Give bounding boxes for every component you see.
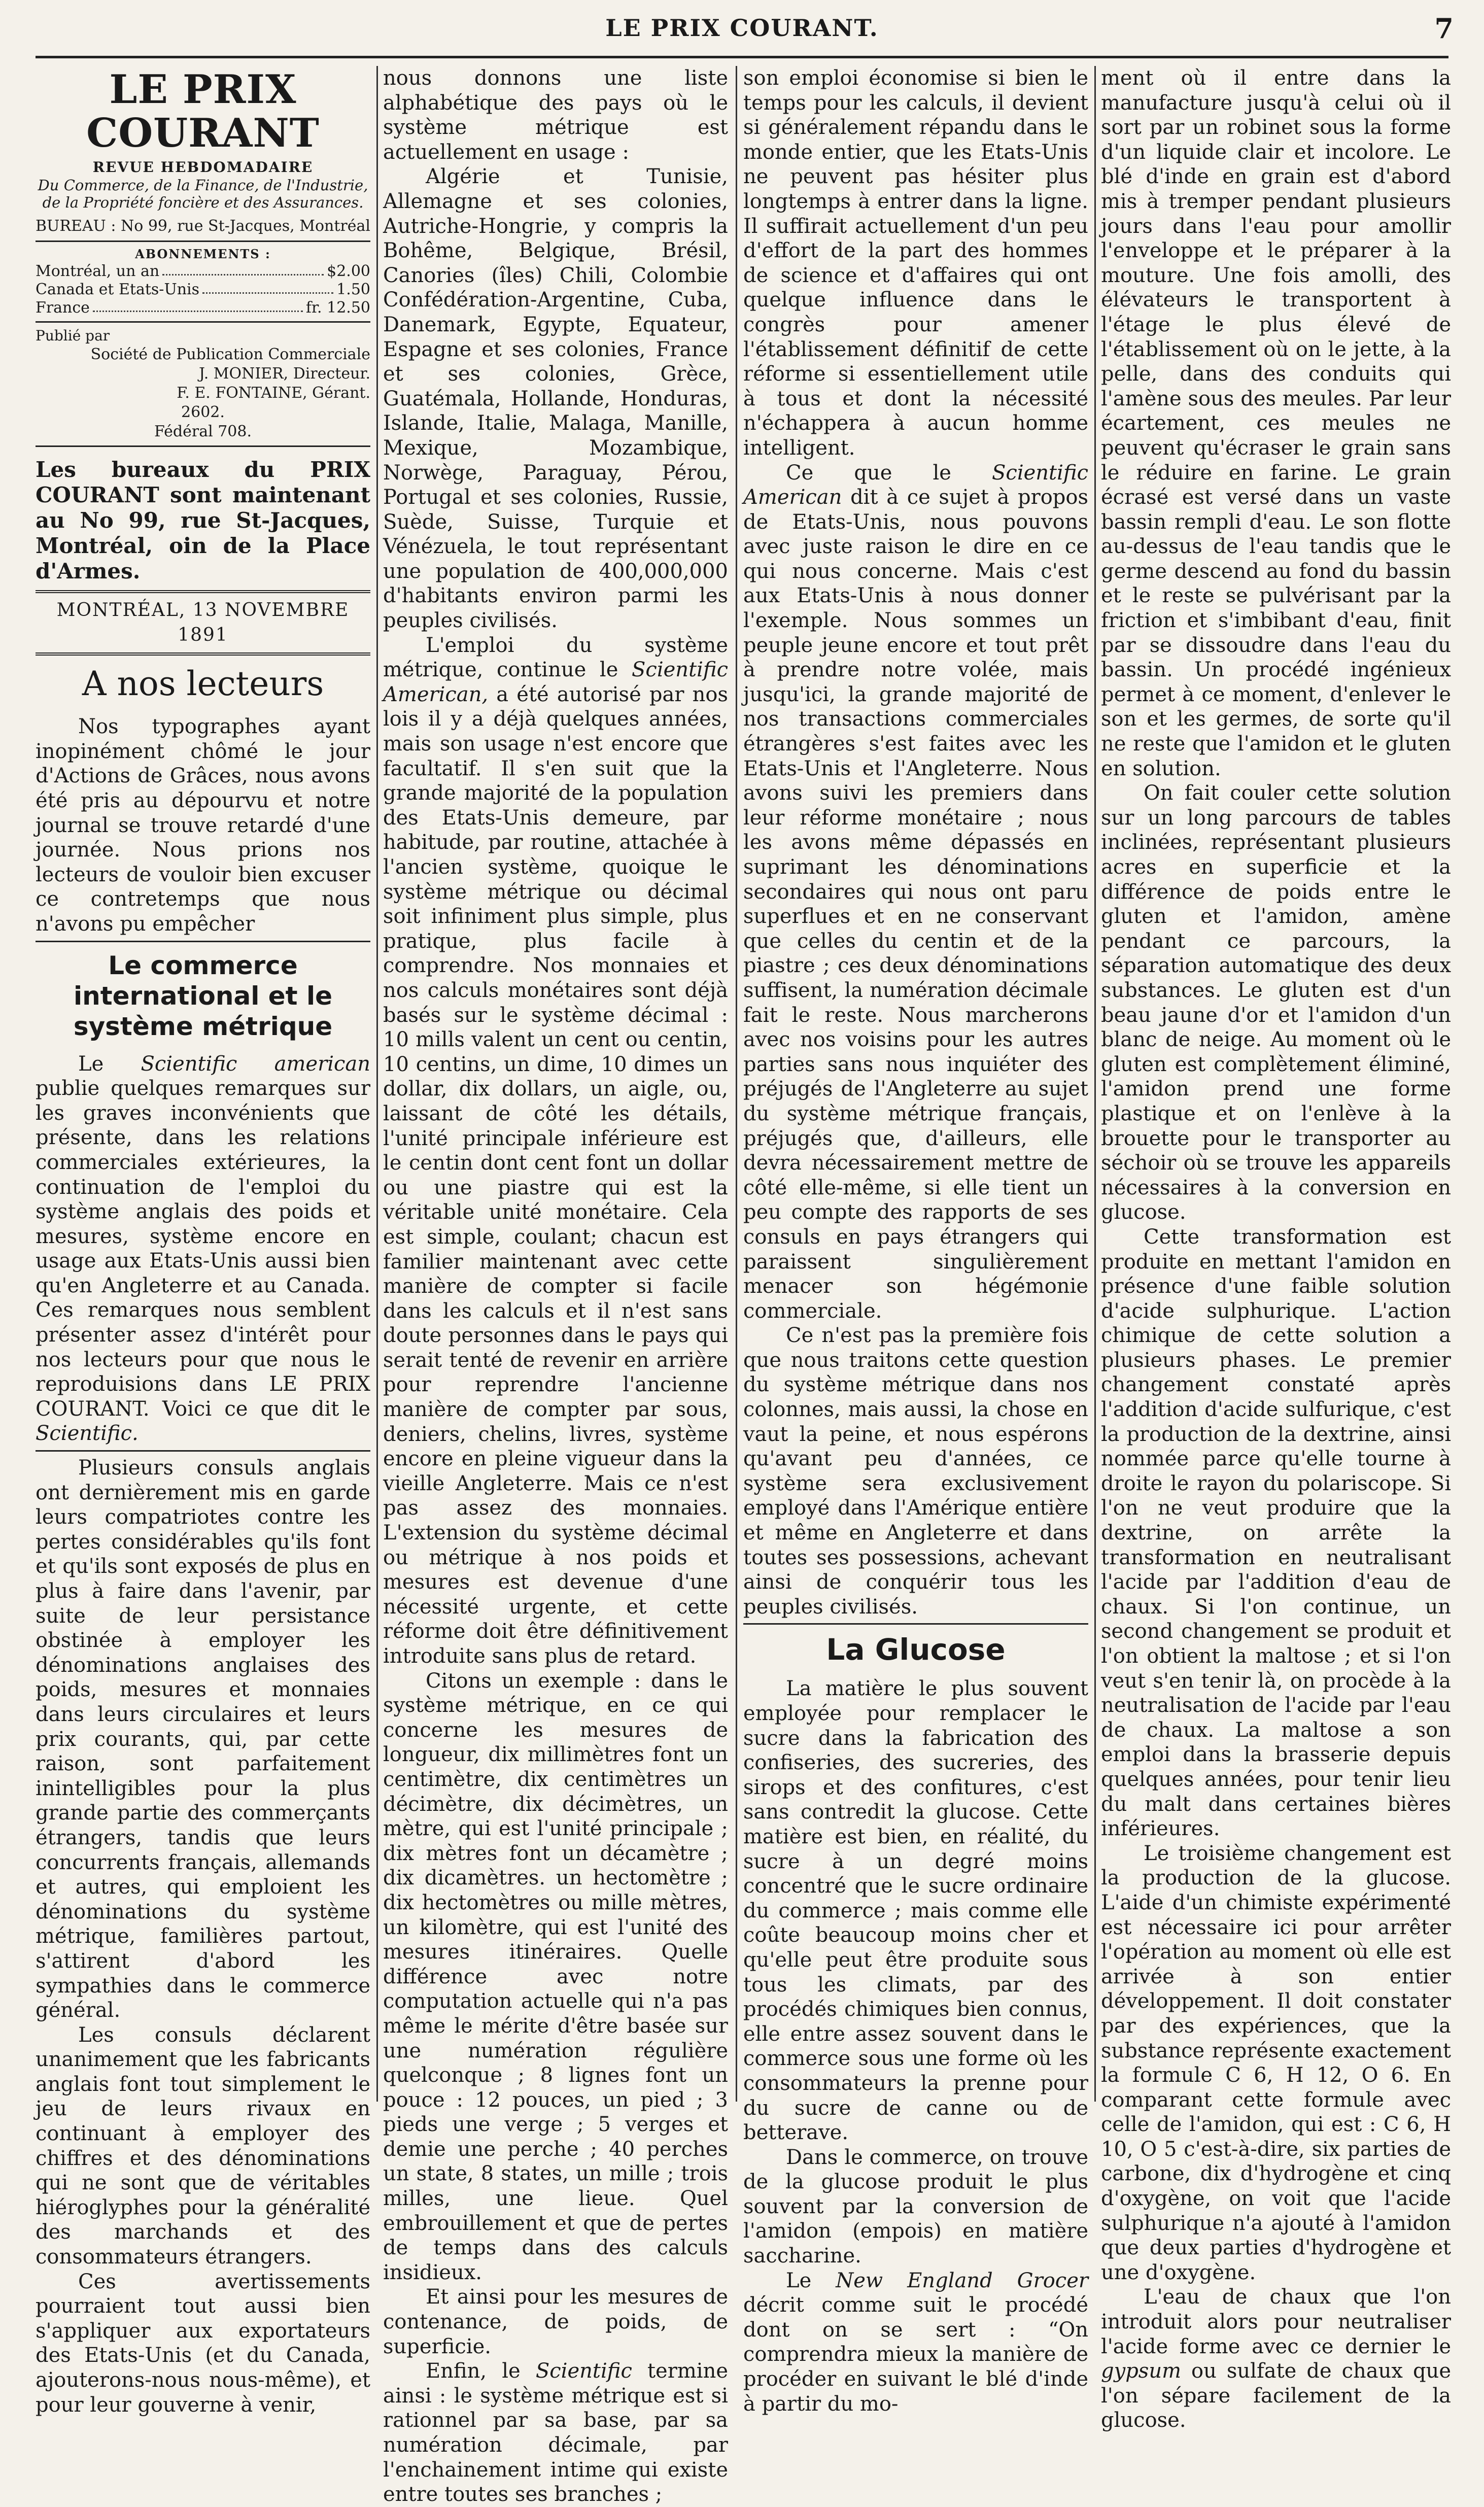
dateline: MONTRÉAL, 13 NOVEMBRE 1891: [56, 600, 350, 645]
article-paragraph: Le New England Grocer décrit comme suit le procédé dont on se sert : “On comprendra mieux la manière de procéder en suivant le blé d'inde à partir du mo-: [743, 2269, 1089, 2416]
header-rule: [36, 56, 1448, 58]
divider: [36, 652, 370, 656]
masthead-tagline: Du Commerce, de la Finance, de l'Industrie,: [38, 177, 368, 194]
article-paragraph: Ce que le Scientific American dit à ce sujet à propos de Etats-Unis, nous pouvons avec juste raison le dire en ce qui nous concerne. Mais c'est aux Etats-Unis à nous donner l'exemple. Nous sommes un peuple jeune encore et tout prêt à prendre notre volée, mais jusqu'ici, la grande majorité de nos transactions commerciales étrangères s'est faites avec les Etats-Unis et l'Angleterre. Nous avons suivi les premiers dans leur réforme monétaire ; nous les avons même dépassés en suprimant les dénominations secondaires qui nous ont paru superflues et en ne conservant que celles du centin et de la piastre ; ces deux dénominations suffisent, la numération décimale fait le reste. Nous marcherons avec nos voisins pour les autres parties sans nous inquiéter des préjugés de l'Angleterre au sujet du système métrique français, préjugés que, d'ailleurs, elle devra nécessairement mettre de côté elle-même, si elle tient un peu compte des rapports de ses consuls en pays étrangers qui paraissent singulièrement menacer son hégémonie commerciale.: [743, 461, 1089, 1323]
article-paragraph: ment où il entre dans la manufacture jusqu'à celui où il sort par un robinet sous la forme d'un liquide clair et incolore. Le blé d'inde en grain est d'abord mis à tremper pendant plusieurs jours dans l'eau pour amollir l'enveloppe et le préparer à la mouture. Une fois amolli, des élévateurs le transportent à l'étage le plus élevé de l'établissement où on le jette, à la pelle, dans des conduits qui l'amène sous des meules. Par leur écartement, ces meules ne peuvent qu'écraser le grain sans le réduire en farine. Le grain écrasé est versé dans un vaste bassin rempli d'eau. Le son flotte au-dessus de l'eau tandis que le germe descend au fond du bassin et le reste se pulvérisant par la friction et s'imbibant d'eau, finit par se dissoudre dans l'eau du bassin. Un procédé ingénieux permet à ce moment, d'enlever le son et les germes, de sorte qu'il ne reste que l'amidon et le gluten en solution.: [1101, 66, 1451, 780]
article-title: A nos lecteurs: [82, 664, 324, 704]
running-head: LE PRIX COURANT.: [605, 14, 879, 42]
divider: [743, 1623, 1088, 1625]
article-title: La Glucose: [826, 1632, 1006, 1667]
director: J. MONIER, Directeur.: [199, 365, 370, 383]
column-rule: [1094, 66, 1096, 2102]
column-1: [36, 66, 370, 2417]
column-3: [743, 66, 1089, 2416]
subscription-place: Canada et Etats-Unis: [36, 281, 200, 298]
subscriptions-heading: ABONNEMENTS :: [135, 247, 271, 261]
article-paragraph: Ces avertissements pourraient tout aussi bien s'appliquer aux exportateurs des Etats-Unis (et du Canada, ajouterons-nous nous-même), et pour leur gouverne à venir,: [36, 2270, 370, 2417]
manager: F. E. FONTAINE, Gérant.: [177, 384, 370, 402]
divider: [36, 241, 370, 242]
article-paragraph: Dans le commerce, on trouve de la glucose produit le plus souvent par la conversion de l'amidon (empois) en matière saccharine.: [743, 2145, 1088, 2268]
article-paragraph: L'emploi du système métrique, continue le Scientific American, a été autorisé par nos lois il y a déjà quelques années, mais son usage n'est encore que facultatif. Il s'en suit que la grande majorité de la population des Etats-Unis demeure, par habitude, par routine, attachée à l'ancien système, quoique le système métrique ou décimal soit infiniment plus simple, plus pratique, plus facile à comprendre. Nos monnaies et nos calculs monétaires sont déjà basés sur le système décimal : 10 mills valent un cent ou centin, 10 centins, un dime, 10 dimes un dollar, dix dollars, un aigle, ou, laissant de côté les détails, l'unité principale inférieure est le centin dont cent font un dollar ou une piastre qui est la véritable unité monétaire. Cela est simple, coulant; chacun est familier maintenant avec cette manière de compter si facile dans les calculs et il n'est sans doute personnes dans le pays qui serait tenté de revenir en arrière pour reprendre l'ancienne manière de compter par sous, deniers, chelins, livres, système encore en pleine vigueur dans la vieille Angleterre. Mais ce n'est pas assez des monnaies. L'extension du système décimal ou métrique à nos poids et mesures est devenue d'une nécessité urgente, et cette réforme doit être définitivement introduite sans plus de retard.: [383, 633, 729, 1668]
subscription-row: [36, 281, 370, 299]
subscription-row: [36, 262, 370, 281]
article-paragraph: Ce n'est pas la première fois que nous traitons cette question du système métrique dans nos colonnes, mais aussi, la chose en vaut la peine, et nous espérons qu'avant peu d'années, ce système sera exclusivement employé dans l'Amérique entière et même en Angleterre et dans toutes ses possessions, achevant ainsi de conquérir tous les peuples civilisés.: [743, 1324, 1088, 1619]
office-notice: Les bureaux du PRIX COURANT sont maintenant au No 99, rue St-Jacques, Montréal, oin de la Place d'Armes.: [36, 457, 370, 583]
subscription-price: fr. 12.50: [305, 299, 370, 317]
column-rule: [736, 66, 737, 2102]
publisher: Société de Publication Commerciale: [90, 346, 370, 363]
article-paragraph: La matière le plus souvent employée pour remplacer le sucre dans la fabrication des confiseries, des sucreries, des sirops et des confitures, c'est sans contredit la glucose. Cette matière est bien, en réalité, du sucre à un degré moins concentré que le sucre ordinaire du commerce ; mais comme elle coûte beaucoup moins cher et qu'elle peut être produite sous tous les climats, par des procédés chimiques bien connus, elle entre assez souvent dans le commerce sous une forme où les consommateurs la prenne pour du sucre de canne ou de betterave.: [743, 1677, 1088, 2145]
divider: [36, 321, 370, 323]
article-paragraph: Enfin, le Scientific termine ainsi : le système métrique est si rationnel par sa base, par sa numération décimale, par l'enchainement intime qui existe entre toutes ses branches ;: [383, 2359, 729, 2506]
article-paragraph: Et ainsi pour les mesures de contenance, de poids, de superficie.: [383, 2285, 728, 2358]
masthead-tagline: de la Propriété foncière et des Assurances.: [42, 194, 364, 211]
subscription-price: 1.50: [336, 281, 370, 298]
subscription-place: Montréal, un an: [36, 262, 160, 280]
article-paragraph: Plusieurs consuls anglais ont dernièrement mis en garde leurs compatriotes contre les pertes considérables qu'ils font et qu'ils sont exposés de plus en plus à faire dans l'avenir, par suite de leur persistance obstinée à employer les dénominations anglaises des poids, mesures et monnaies dans leurs circulaires et leurs prix courants, qui, par cette raison, sont parfaitement inintelligibles pour la plus grande partie des commerçants étrangers, tandis que leurs concurrents français, allemands et autres, qui emploient les dénominations du système métrique, familières partout, s'attirent d'abord les sympathies dans le commerce général.: [36, 1456, 370, 2022]
published-by: Publié par: [36, 327, 110, 344]
article-paragraph: Les consuls déclarent unanimement que les fabricants anglais font tout simplement le jeu de leurs rivaux en continuant à employer des chiffres et des dénominations qui ne sont que de véritables hiéroglyphes pour la généralité des marchands et des consommateurs étrangers.: [36, 2023, 370, 2269]
article-paragraph: nous donnons une liste alphabétique des pays où le système métrique est actuellement en usage :: [383, 66, 728, 164]
article-paragraph: Cette transformation est produite en mettant l'amidon en présence d'une faible solution d'acide sulphurique. L'action chimique de cette solution a plusieurs phases. Le premier changement constaté après l'addition d'acide sulfurique, c'est la production de la dextrine, ainsi nommée parce qu'elle tourne à droite le rayon du polariscope. Si l'on ne veut produire que la dextrine, on arrête la transformation en neutralisant l'acide par l'addition d'eau de chaux. Si l'on continue, un second changement se produit et l'on obtient la maltose ; et si l'on veut s'en tenir là, on procède à la neutralisation de l'acide par l'eau de chaux. La maltose a son emploi dans la brasserie depuis quelques années, pour tenir lieu du malt dans certaines bières inférieures.: [1101, 1225, 1451, 1841]
article-paragraph: Citons un exemple : dans le système métrique, en ce qui concerne les mesures de longueur, dix millimètres font un centimètre, dix centimètres un décimètre, dix décimètres, un mètre, qui est l'unité principale ; dix mètres font un décamètre ; dix dicamètres. un hectomètre ; dix hectomètres ou mille mètres, un kilomètre, qui est l'unité des mesures itinéraires. Quelle différence avec notre computation actuelle qui n'a pas même le mérite d'être basée sur une numération régulière quelconque ; 8 lignes font un pouce : 12 pouces, un pied ; 3 pieds une verge ; 5 verges et demie une perche ; 40 perches un state, 8 states, un mille ; trois milles, une lieue. Quel embrouillement et que de pertes de temps dans des calculs insidieux.: [383, 1669, 728, 2284]
masthead-office: BUREAU : No 99, rue St-Jacques, Montréal: [36, 217, 370, 235]
phone-number: Fédéral 708.: [154, 423, 252, 440]
article-paragraph: son emploi économise si bien le temps pour les calculs, il devient si généralement répandu dans le monde entier, que les Etats-Unis ne peuvent pas hésiter plus longtemps à entrer dans la ligne. Il suffirait actuellement d'un peu d'effort de la part des hommes de science et d'affaires qui ont quelque influence dans le congrès pour amener l'établissement définitif de cette réforme si essentiellement utile à tous et dont la nécessité n'échappera à aucun homme intelligent.: [743, 66, 1088, 460]
article-title: Le commerce international et le système métrique: [73, 950, 333, 1041]
page-number: 7: [1434, 12, 1454, 45]
divider: [36, 590, 370, 593]
subscription-price: $2.00: [327, 262, 370, 280]
subscription-row: [36, 299, 370, 317]
masthead-title: LE PRIX COURANT: [86, 66, 320, 156]
article-paragraph: Le troisième changement est la production de la glucose. L'aide d'un chimiste expérimenté est nécessaire ici pour arrêter l'opération au moment où elle est arrivée à son entier développement. Il doit constater par des expériences, que la substance représente exactement la formule C 6, H 12, O 6. En comparant cette formule avec celle de l'amidon, qui est : C 6, H 10, O 5 c'est-à-dire, six parties de carbone, dix d'hydrogène et cinq d'oxygène, on voit que l'acide sulphurique n'a ajouté à l'amidon que deux parties d'hydrogène et une d'oxygène.: [1101, 1841, 1451, 2284]
divider: [36, 1450, 370, 1452]
article-paragraph: Le Scientific american publie quelques remarques sur les graves inconvénients que présente, dans les relations commerciales extérieures, la continuation de l'emploi du système anglais des poids et mesures, système encore en usage aux Etats-Unis aussi bien qu'en Angleterre et au Canada. Ces remarques nous semblent présenter assez d'intérêt pour nos lecteurs pour que nous le reproduisions dans LE PRIX COURANT. Voici ce que dit le Scientific.: [36, 1052, 370, 1446]
column-2: [383, 66, 729, 2506]
column-rule: [376, 66, 378, 2102]
article-paragraph: L'eau de chaux que l'on introduit alors pour neutraliser l'acide forme avec ce dernier le gypsum ou sulfate de chaux que l'on sépare facilement de la glucose.: [1101, 2285, 1451, 2432]
box-number: 2602.: [181, 403, 225, 421]
article-paragraph: Algérie et Tunisie, Allemagne et ses colonies, Autriche-Hongrie, y compris la Bohême, Belgique, Brésil, Canories (îles) Chili, Colombie Confédération-Argentine, Cuba, Danemark, Egypte, Equateur, Espagne et ses colonies, France et ses colonies, Grèce, Guatémala, Hollande, Honduras, Islande, Italie, Malaga, Manille, Mexique, Mozambique, Norwège, Paraguay, Pérou, Portugal et ses colonies, Russie, Suède, Suisse, Turquie et Vénézuela, le tout représentant une population de 400,000,000 d'habitants environ parmi les peuples civilisés.: [383, 165, 728, 633]
subscription-place: France: [36, 299, 90, 317]
article-paragraph: On fait couler cette solution sur un long parcours de tables inclinées, représentant plusieurs acres en superficie et la différence de poids entre le gluten et l'amidon, amène pendant ce parcours, la séparation automatique des deux substances. Le gluten est d'un beau jaune d'or et l'amidon d'un blanc de neige. Au moment où le gluten est complètement éliminé, l'amidon prend une forme plastique et on l'enlève à la brouette pour le transporter au séchoir où se trouve les appareils nécessaires à la conversion en glucose.: [1101, 781, 1451, 1224]
divider: [36, 941, 370, 942]
column-4: [1101, 66, 1451, 2432]
divider: [36, 445, 370, 447]
masthead-subtitle: REVUE HEBDOMADAIRE: [92, 159, 314, 176]
article-paragraph: Nos typographes ayant inopinément chômé le jour d'Actions de Grâces, nous avons été pris au dépourvu et notre journal se trouve retardé d'une journée. Nous prions nos lecteurs de vouloir bien excuser ce contretemps que nous n'avons pu empêcher: [36, 715, 370, 936]
